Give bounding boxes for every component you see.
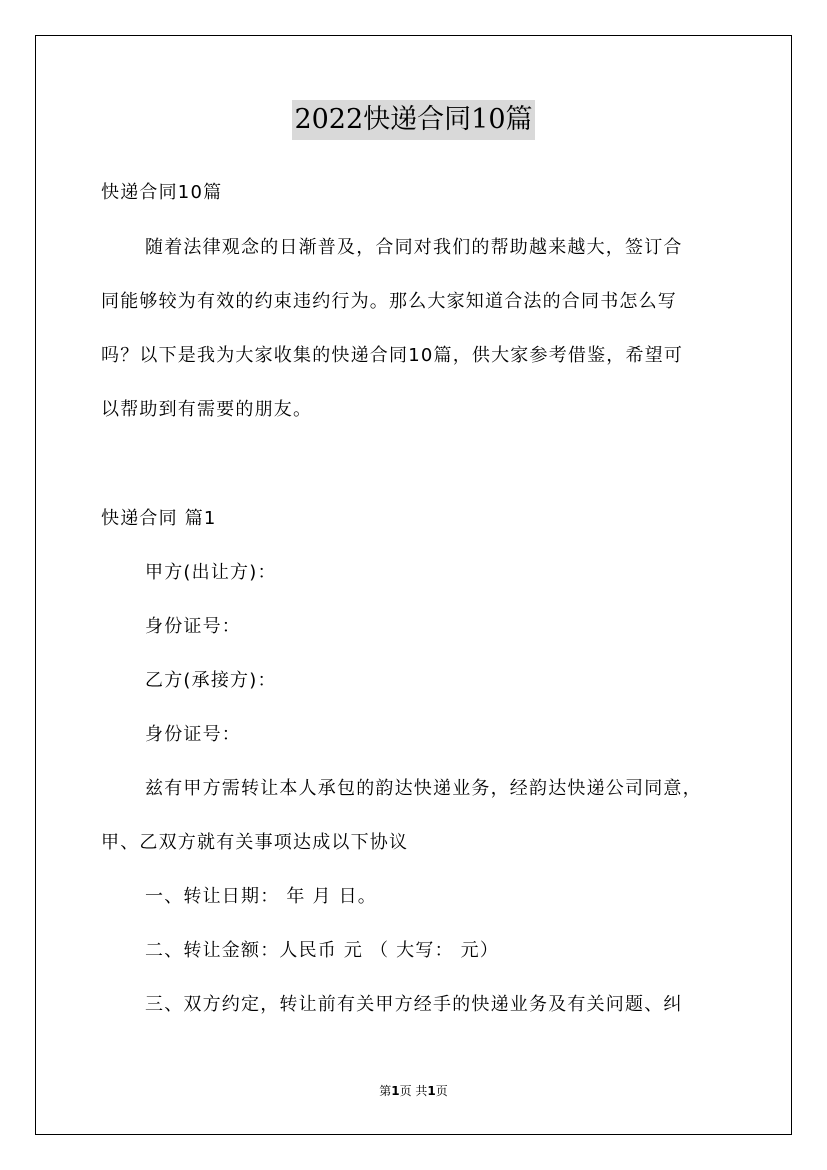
intro-line-3: 吗？以下是我为大家收集的快递合同10篇，供大家参考借鉴，希望可 (101, 345, 684, 366)
intro-line-2: 同能够较为有效的约束违约行为。那么大家知道合法的合同书怎么写 (101, 291, 677, 312)
footer-suffix: 页 (435, 1084, 448, 1098)
page-footer (0, 1083, 827, 1099)
body-line-2: 甲、乙双方就有关事项达成以下协议 (101, 832, 409, 853)
footer-prefix: 第 (379, 1084, 392, 1098)
party-a-label: 甲方(出让方)： (145, 562, 277, 583)
body-line-1: 兹有甲方需转让本人承包的韵达快递业务，经韵达快递公司同意， (145, 778, 702, 799)
footer-middle: 页 共 (399, 1084, 428, 1098)
party-b-label: 乙方(承接方)： (145, 670, 277, 691)
id-number-b-label: 身份证号： (145, 724, 241, 745)
id-number-a-label: 身份证号： (145, 616, 241, 637)
clause-3: 三、双方约定，转让前有关甲方经手的快递业务及有关问题、纠 (145, 994, 683, 1015)
footer-page-number: 1 (391, 1084, 400, 1098)
intro-line-1: 随着法律观念的日渐普及，合同对我们的帮助越来越大，签订合 (145, 237, 683, 258)
section-heading: 快递合同 篇1 (101, 508, 217, 529)
document-subtitle: 快递合同10篇 (101, 182, 223, 203)
title-wrap (0, 100, 827, 140)
footer-total-pages: 1 (427, 1084, 436, 1098)
document-title: 2022快递合同10篇 (292, 100, 534, 140)
intro-line-4: 以帮助到有需要的朋友。 (101, 399, 313, 420)
clause-1: 一、转让日期： 年 月 日。 (145, 886, 377, 907)
clause-2: 二、转让金额：人民币 元 （ 大写： 元） (145, 940, 500, 961)
